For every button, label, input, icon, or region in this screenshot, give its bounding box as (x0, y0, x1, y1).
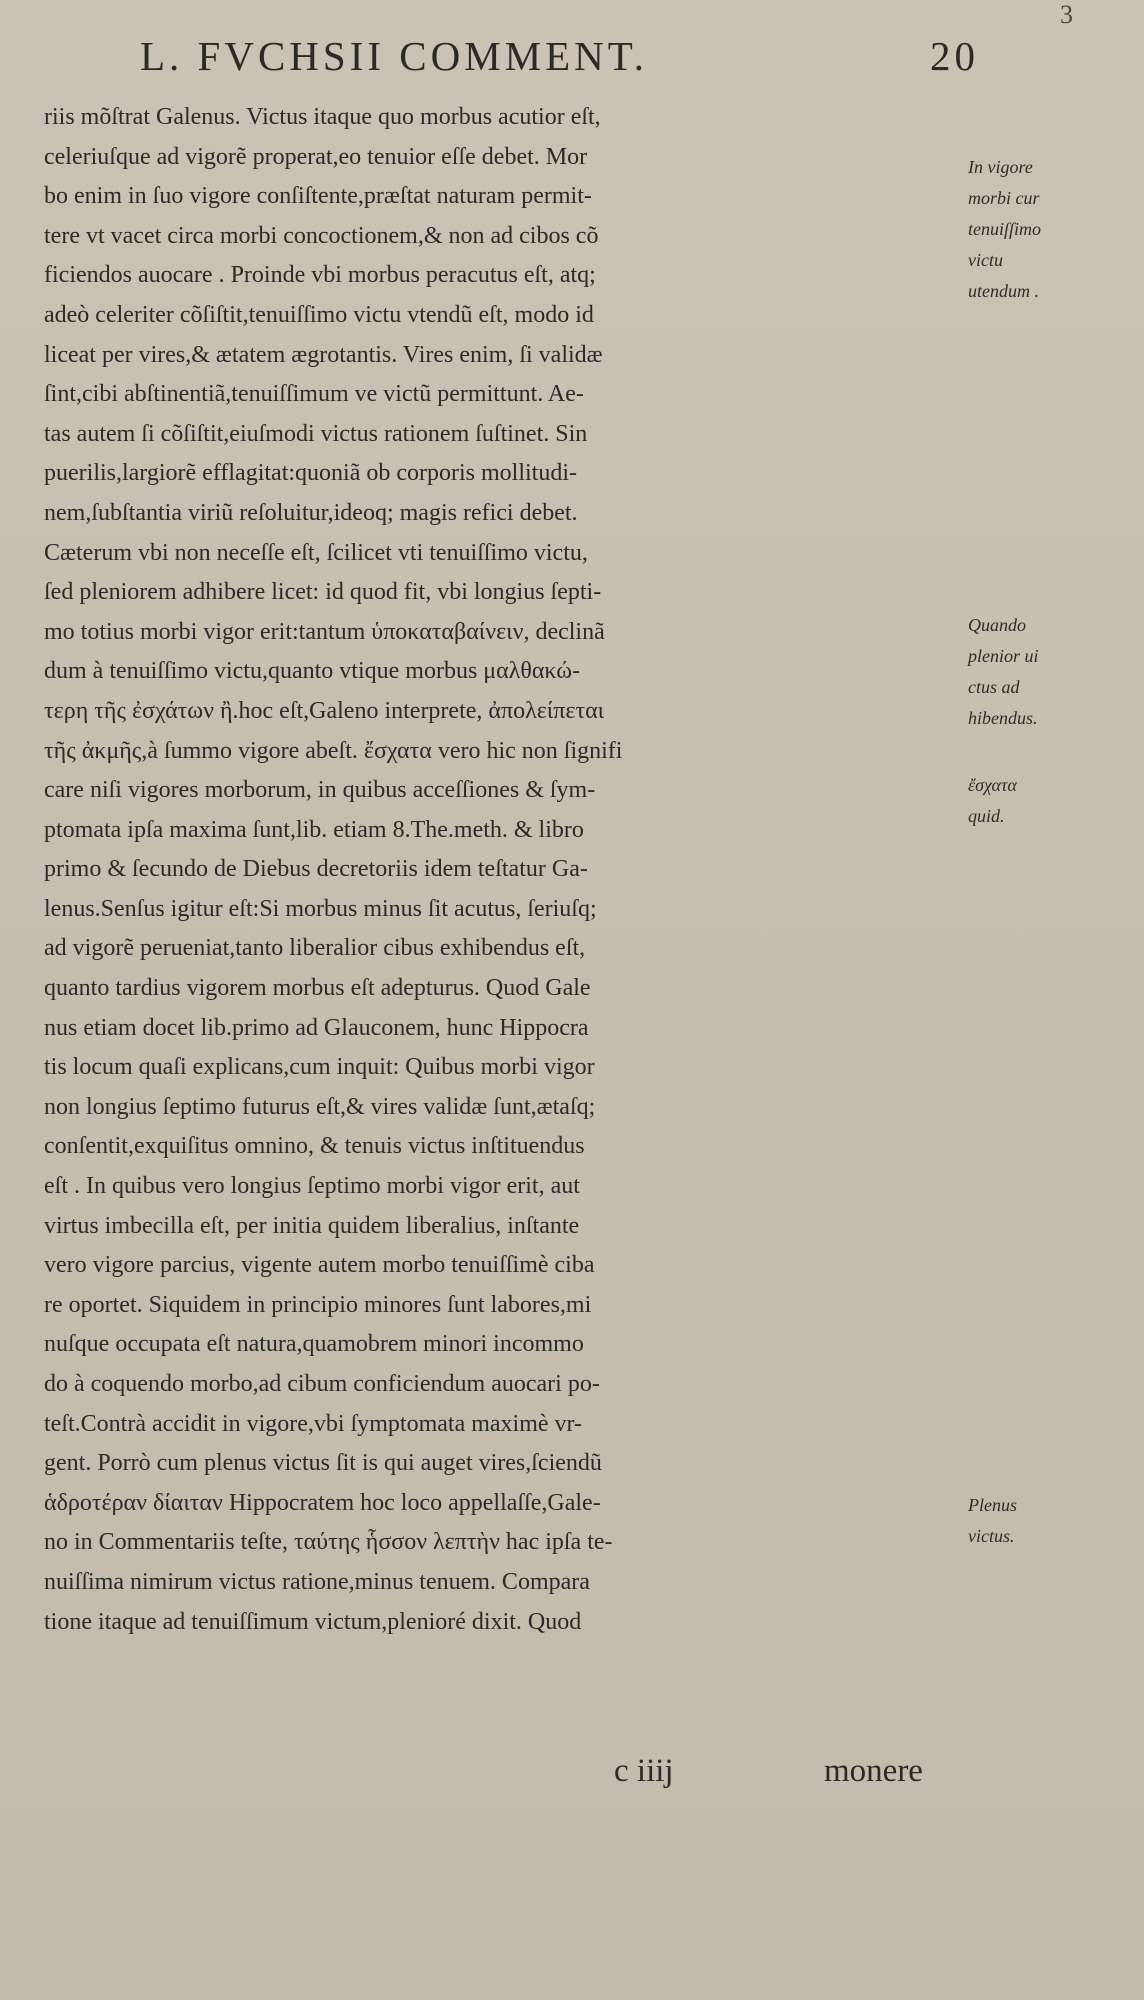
body-text (44, 98, 964, 1642)
margin-note-plenus (968, 1490, 1144, 1552)
text-line: nuiſſima nimirum victus ratione,minus tenuem. Compara (44, 1568, 590, 1595)
text-line: vero vigore parcius, vigente autem morbo tenuiſſimè ciba (44, 1252, 595, 1279)
text-line: tas autem ſi cõſiſtit,eiuſmodi victus rationem ſuſtinet. Sin (44, 420, 588, 447)
margin-note-line: Plenus (968, 1495, 1017, 1515)
text-line: care niſi vigores morborum, in quibus acceſſiones & ſym- (44, 777, 596, 804)
margin-note-line: ἔσχατα (968, 775, 1017, 795)
text-line: adeò celeriter cõſiſtit,tenuiſſimo victu vtendũ eſt, modo id (44, 301, 594, 328)
text-line: do à coquendo morbo,ad cibum conficiendum auocari po- (44, 1371, 600, 1397)
text-line: celeriuſque ad vigorẽ properat,eo tenuior eſſe debet. Mor (44, 143, 588, 170)
margin-note-line: tenuiſſimo (968, 219, 1041, 239)
margin-note-eschata (968, 770, 1144, 832)
margin-note-line: utendum . (968, 281, 1039, 301)
running-head (140, 32, 1000, 82)
text-line: nus etiam docet lib.primo ad Glauconem, hunc Hippocra (44, 1014, 589, 1041)
margin-note-quando (968, 610, 1144, 734)
text-line: gent. Porrò cum plenus victus ſit is qui auget vires,ſciendũ (44, 1450, 602, 1477)
margin-note-line: ctus ad (968, 677, 1020, 697)
text-line: tis locum quaſi explicans,cum inquit: Quibus morbi vigor (44, 1054, 595, 1081)
margin-note-line: victus. (968, 1526, 1015, 1546)
text-line: nem,ſubſtantia viriũ reſoluitur,ideoq; magis refici debet. (44, 499, 578, 526)
text-line: liceat per vires,& ætatem ægrotantis. Vires enim, ſi validæ (44, 341, 603, 368)
margin-note-line: Quando (968, 615, 1026, 635)
catchword: monere (824, 1753, 923, 1789)
text-line: Cæterum vbi non neceſſe eſt, ſcilicet vti tenuiſſimo victu, (44, 539, 588, 566)
text-line: tione itaque ad tenuiſſimum victum,plenioré dixit. Quod (44, 1608, 582, 1635)
signature-mark: c iiij (614, 1753, 674, 1789)
text-line: τῆς ἀκμῆς,à ſummo vigore abeſt. ἔσχατα vero hic non ſignifi (44, 737, 623, 764)
margin-note-line: quid. (968, 806, 1005, 826)
text-line: eſt . In quibus vero longius ſeptimo morbi vigor erit, aut (44, 1173, 580, 1200)
text-line: conſentit,exquiſitus omnino, & tenuis victus inſtituendus (44, 1133, 585, 1160)
text-line: ſint,cibi abſtinentiã,tenuiſſimum ve victũ permittunt. Ae- (44, 381, 584, 408)
page-footer (44, 1753, 964, 1793)
text-line: ptomata ipſa maxima ſunt,lib. etiam 8.The.meth. & libro (44, 816, 584, 843)
text-line: puerilis,largiorẽ efflagitat:quoniã ob corporis mollitudi- (44, 460, 577, 487)
text-line: ficiendos auocare . Proinde vbi morbus peracutus eſt, atq; (44, 262, 596, 289)
text-line: lenus.Senſus igitur eſt:Si morbus minus ſit acutus, ſeriuſq; (44, 895, 597, 922)
corner-mark: 3 (1060, 0, 1073, 29)
text-line: ad vigorẽ perueniat,tanto liberalior cibus exhibendus eſt, (44, 935, 586, 962)
margin-note-line: plenior ui (968, 646, 1039, 666)
text-line: riis mõſtrat Galenus. Victus itaque quo morbus acutior eſt, (44, 104, 601, 130)
margin-note-vigore (968, 152, 1144, 307)
margin-note-line: hibendus. (968, 708, 1038, 728)
text-line: bo enim in ſuo vigore conſiſtente,præſtat naturam permit- (44, 183, 592, 210)
text-line: quanto tardius vigorem morbus eſt adepturus. Quod Gale (44, 975, 591, 1002)
running-title: L. FVCHSII COMMENT. (140, 33, 649, 79)
text-line: re oportet. Siquidem in principio minores ſunt labores,mi (44, 1291, 592, 1318)
margin-note-line: In vigore (968, 157, 1033, 177)
text-line: primo & ſecundo de Diebus decretoriis idem teſtatur Ga- (44, 856, 588, 883)
text-line: ſed pleniorem adhibere licet: id quod fit, vbi longius ſepti- (44, 579, 602, 606)
text-line: τερη τῆς ἐσχάτων ἢ.hoc eſt,Galeno interprete, ἀπολείπεται (44, 697, 605, 724)
margin-note-line: morbi cur (968, 188, 1040, 208)
text-line: ἁδροτέραν δίαιταν Hippocratem hoc loco appellaſſe,Gale- (44, 1489, 601, 1516)
text-line: non longius ſeptimo futurus eſt,& vires validæ ſunt,ætaſq; (44, 1093, 596, 1120)
text-line: virtus imbecilla eſt, per initia quidem liberalius, inſtante (44, 1212, 580, 1239)
text-line: dum à tenuiſſimo victu,quanto vtique morbus μαλθακώ- (44, 658, 581, 685)
text-line: teſt.Contrà accidit in vigore,vbi ſymptomata maximè vr- (44, 1410, 583, 1437)
text-line: nuſque occupata eſt natura,quamobrem minori incommo (44, 1331, 584, 1358)
text-line: no in Commentariis teſte, ταύτης ἧσσον λεπτὴν hac ipſa te- (44, 1529, 613, 1556)
text-line: tere vt vacet circa morbi concoctionem,& non ad cibos cõ (44, 222, 599, 249)
folio-number: 20 (930, 33, 979, 79)
margin-note-line: victu (968, 250, 1003, 270)
text-line: mo totius morbi vigor erit:tantum ὑποκαταβαίνειν, declinã (44, 618, 605, 645)
